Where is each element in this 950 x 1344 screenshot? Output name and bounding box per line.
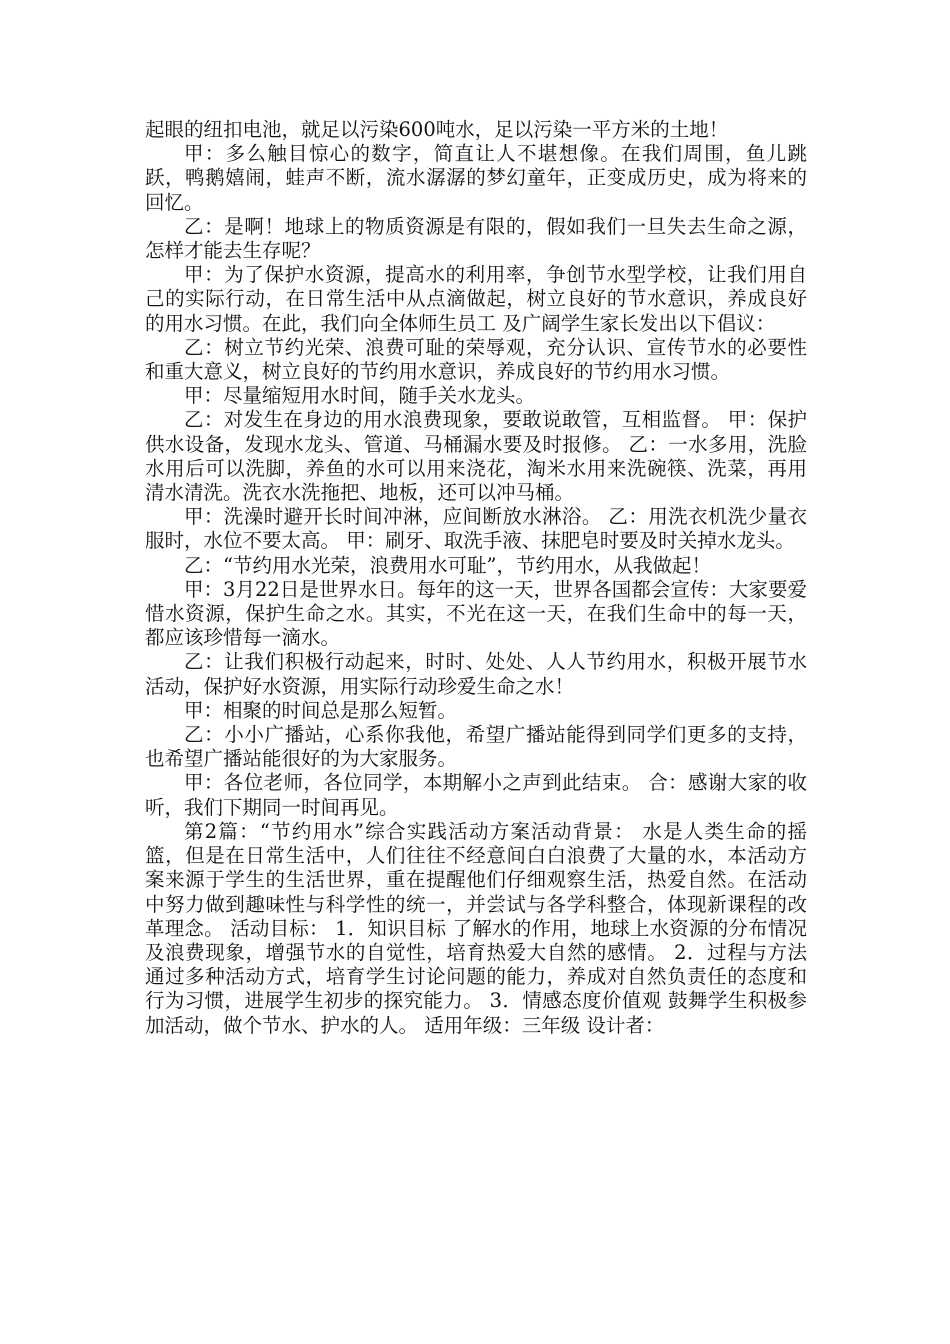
paragraph: 甲：为了保护水资源，提高水的利用率，争创节水型学校，让我们用自己的实际行动，在日常生活中从点滴做起，树立良好的节水意识，养成良好的用水习惯。在此，我们向全体师生员工 及广阔学生家长发出以下倡议： xyxy=(145,263,807,335)
paragraph: 甲：尽量缩短用水时间，随手关水龙头。 xyxy=(184,384,536,408)
paragraph: 乙：树立节约光荣、浪费可耻的荣辱观，充分认识、宣传节水的必要性和重大意义，树立良好的节约用水意识，养成良好的节约用水习惯。 xyxy=(145,335,807,384)
paragraph: 甲：各位老师，各位同学，本期解小之声到此结束。 合：感谢大家的收听，我们下期同一时间再见。 xyxy=(145,771,807,819)
paragraph: 乙：小小广播站，心系你我他，希望广播站能得到同学们更多的支持，也希望广播站能很好的为大家服务。 xyxy=(145,723,807,771)
paragraph: 甲：多么触目惊心的数字，简直让人不堪想像。在我们周围，鱼儿跳跃，鸭鹅嬉闹，蛙声不断，流水潺潺的梦幻童年，正变成历史，成为将来的回忆。 xyxy=(145,142,807,214)
document-body xyxy=(145,118,807,1038)
paragraph: 甲：洗澡时避开长时间冲淋，应间断放水淋浴。 乙：用洗衣机洗少量衣服时，水位不要太高。 甲：刷牙、取洗手液、抹肥皂时要及时关掉水龙头。 xyxy=(145,505,807,553)
paragraph: 甲：相聚的时间总是那么短暂。 xyxy=(184,698,458,722)
paragraph: 乙：“节约用水光荣，浪费用水可耻”，节约用水，从我做起！ xyxy=(184,553,711,577)
paragraph: 乙：对发生在身边的用水浪费现象，要敢说敢管，互相监督。 甲：保护供水设备，发现水龙头、管道、马桶漏水要及时报修。 乙：一水多用，洗脸水用后可以洗脚，养鱼的水可以用来浇花，淘米水用来洗碗筷、洗菜，再用清水清洗。洗衣水洗拖把、地板，还可以冲马桶。 xyxy=(145,408,807,505)
paragraph: 乙：让我们积极行动起来，时时、处处、人人节约用水，积极开展节水活动，保护好水资源，用实际行动珍爱生命之水！ xyxy=(145,650,807,698)
paragraph: 乙：是啊！地球上的物质资源是有限的，假如我们一旦失去生命之源，怎样才能去生存呢？ xyxy=(145,214,807,263)
section-paragraph: 第2篇：“节约用水”综合实践活动方案活动背景： 水是人类生命的摇篮，但是在日常生活中，人们往往不经意间白白浪费了大量的水，本活动方案来源于学生的生活世界，重在提醒他们仔细观察生活，热爱自然。在活动中努力做到趣味性与科学性的统一，并尝试与各学科整合，体现新课程的改革理念。 活动目标： 1．知识目标 了解水的作用，地球上水资源的分布情况及浪费现象，增强节水的自觉性，培育热爱大自然的感情。 2．过程与方法 通过多种活动方式，培育学生讨论问题的能力，养成对自然负责任的态度和行为习惯，进展学生初步的探究能力。 3．情感态度价值观 鼓舞学生积极参加活动，做个节水、护水的人。 适用年级：三年级 设计者： xyxy=(145,819,807,1037)
paragraph: 甲：3月22日是世界水日。每年的这一天，世界各国都会宣传：大家要爱惜水资源，保护生命之水。其实，不光在这一天，在我们生命中的每一天，都应该珍惜每一滴水。 xyxy=(145,577,807,650)
paragraph: 起眼的纽扣电池，就足以污染600吨水，足以污染一平方米的土地！ xyxy=(145,118,729,141)
